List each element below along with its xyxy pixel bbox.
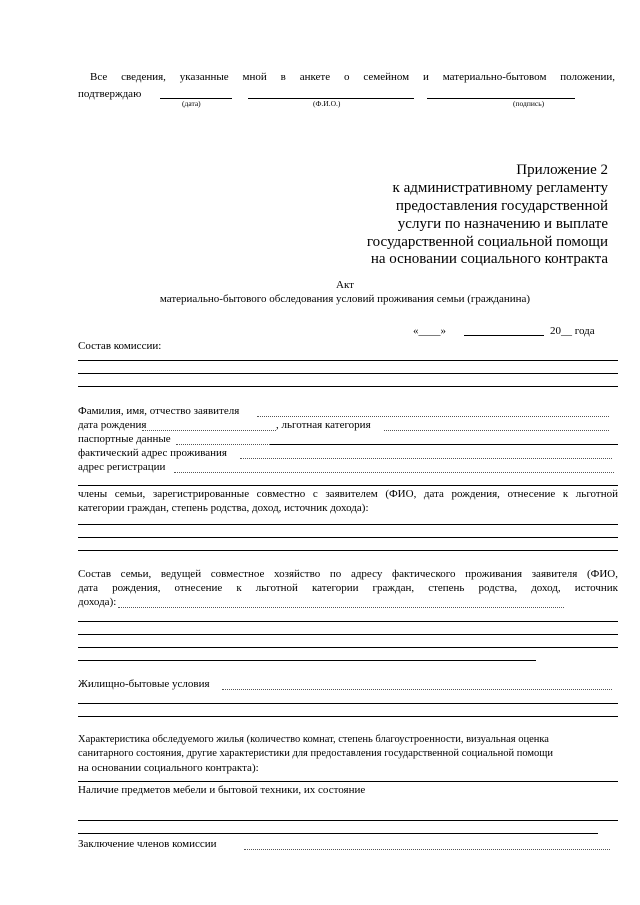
applicant-birth-field[interactable]	[142, 430, 276, 431]
appendix-line-6: на основании социального контракта	[370, 251, 608, 267]
conclusion-label: Заключение членов комиссии	[78, 838, 217, 850]
household-line-3[interactable]	[78, 647, 618, 648]
applicant-passport-field-1[interactable]	[176, 444, 270, 445]
appendix-line-4: услуги по назначению и выплате	[397, 216, 608, 232]
commission-line-1[interactable]	[78, 360, 618, 361]
act-date-year: 20__ года	[550, 325, 595, 337]
members-line-3[interactable]	[78, 550, 618, 551]
applicant-fio-field[interactable]	[257, 416, 609, 417]
members-text-line1: члены семьи, зарегистрированные совместно с заявителем (ФИО, дата рождения, отнесение к льготной	[78, 488, 618, 500]
applicant-reg-address-label: адрес регистрации	[78, 461, 166, 473]
living-line-2[interactable]	[78, 716, 618, 717]
applicant-passport-field-2[interactable]	[270, 444, 618, 445]
applicant-benefit-label: , льготная категория	[276, 419, 371, 431]
dwelling-text-line2: санитарного состояния, другие характеристики для предоставления государственной социальной помощи	[78, 748, 553, 759]
household-text-line2: дата рождения, отнесение к льготной категории граждан, степень родства, доход, источник	[78, 582, 618, 594]
furniture-line-1[interactable]	[78, 820, 618, 821]
members-line-2[interactable]	[78, 537, 618, 538]
living-field[interactable]	[222, 689, 612, 690]
act-date-month-line[interactable]	[464, 335, 544, 336]
furniture-label: Наличие предметов мебели и бытовой техники, их состояние	[78, 784, 366, 796]
applicant-passport-label: паспортные данные	[78, 433, 171, 445]
commission-line-2[interactable]	[78, 373, 618, 374]
act-subtitle: материально-бытового обследования условий проживания семьи (гражданина)	[159, 293, 531, 305]
household-inline-field[interactable]	[118, 607, 564, 608]
fio-caption: (Ф.И.О.)	[313, 99, 341, 108]
commission-line-3[interactable]	[78, 386, 618, 387]
household-line-2[interactable]	[78, 634, 618, 635]
confirm-text-line1: Все сведения, указанные мной в анкете о семейном и материально-бытовом положении,	[90, 71, 615, 83]
household-text-line3: дохода):	[78, 596, 117, 608]
act-date-day: «____»	[413, 325, 446, 337]
appendix-line-5: государственной социальной помощи	[366, 234, 608, 250]
dwelling-line-1[interactable]	[78, 781, 618, 782]
confirm-text-line2: подтверждаю	[78, 88, 142, 100]
applicant-fio-label: Фамилия, имя, отчество заявителя	[78, 405, 240, 417]
date-caption: (дата)	[182, 99, 201, 108]
applicant-reg-address-field[interactable]	[174, 472, 614, 473]
members-line-1[interactable]	[78, 524, 618, 525]
members-text-line2: категории граждан, степень родства, доход, источник дохода):	[78, 502, 369, 514]
applicant-actual-address-field[interactable]	[240, 458, 612, 459]
commission-label: Состав комиссии:	[78, 340, 162, 352]
furniture-line-2[interactable]	[78, 833, 598, 834]
applicant-actual-address-label: фактический адрес проживания	[78, 447, 227, 459]
act-title: Акт	[336, 279, 354, 291]
household-line-4[interactable]	[78, 660, 536, 661]
living-label: Жилищно-бытовые условия	[78, 678, 210, 690]
sign-signature-line	[427, 98, 575, 99]
appendix-line-3: предоставления государственной	[395, 198, 608, 214]
applicant-birth-label: дата рождения	[78, 419, 147, 431]
dwelling-text-line1: Характеристика обследуемого жилья (количество комнат, степень благоустроенности, визуальная оценка	[78, 734, 549, 745]
living-line-1[interactable]	[78, 703, 618, 704]
applicant-benefit-field[interactable]	[384, 430, 609, 431]
appendix-line-2: к административному регламенту	[392, 180, 608, 196]
appendix-line-1: Приложение 2	[516, 162, 608, 178]
applicant-extra-line[interactable]	[78, 485, 618, 486]
household-line-1[interactable]	[78, 621, 618, 622]
dwelling-text-line3: на основании социального контракта):	[78, 762, 259, 774]
conclusion-field[interactable]	[244, 849, 610, 850]
sign-caption: (подпись)	[513, 99, 545, 108]
household-text-line1: Состав семьи, ведущей совместное хозяйство по адресу фактического проживания заявителя (ФИО,	[78, 568, 618, 580]
